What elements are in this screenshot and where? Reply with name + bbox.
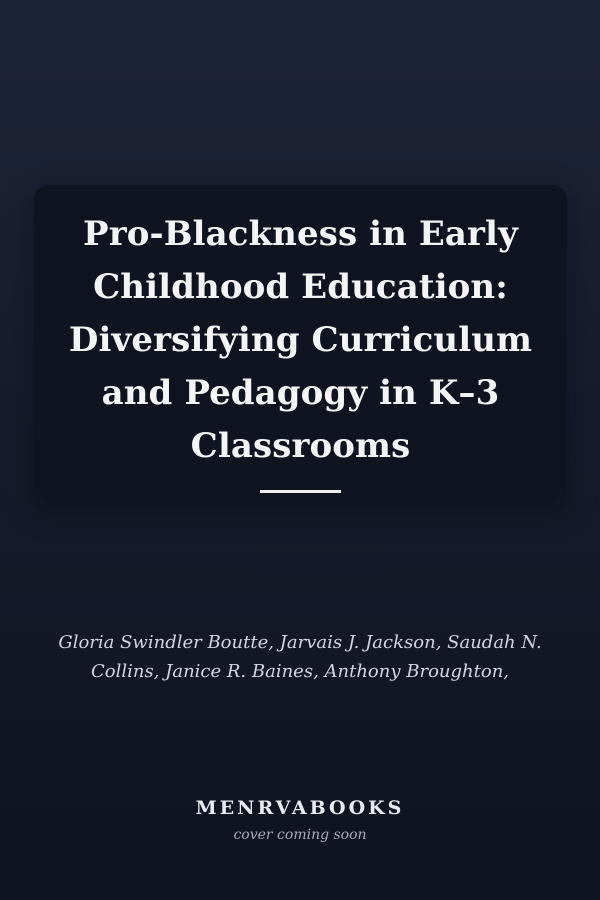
cover-status: cover coming soon: [233, 827, 367, 843]
title-divider: [260, 490, 341, 493]
book-authors: Gloria Swindler Boutte, Jarvais J. Jackson, Saudah N. Collins, Janice R. Baines, Anthony Broughton,: [58, 632, 542, 682]
title-panel: [34, 185, 567, 500]
publisher-name: MENRVABOOKS: [195, 797, 405, 819]
book-title: Pro-Blackness in Early Childhood Education: Diversifying Curriculum and Pedagogy in K–3 Classrooms: [68, 214, 533, 466]
